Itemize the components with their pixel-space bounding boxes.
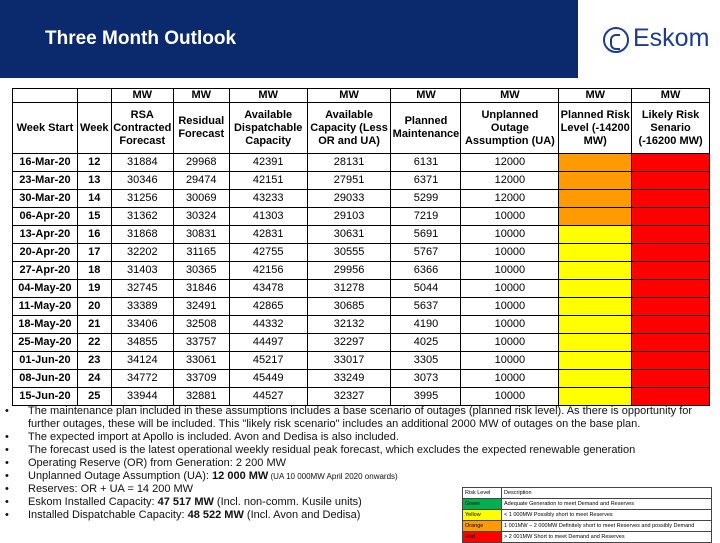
rsa-forecast-cell: 31884	[111, 154, 173, 172]
bullet-text: The maintenance plan included in these assumptions includes a base scenario of outages (planned risk level). As there is opportunity for further outages, these will be included. This "likely risk scenario" includes an additional 2000 MW of outages on the base plan.	[28, 405, 693, 430]
unplanned-outage-cell: 12000	[461, 154, 559, 172]
available-capacity-cell: 27951	[307, 172, 391, 190]
planned-risk-cell	[559, 262, 632, 280]
available-capacity-cell: 30555	[307, 244, 391, 262]
week-number-cell: 20	[77, 298, 111, 316]
dispatchable-capacity-cell: 42755	[229, 244, 307, 262]
legend-level-cell: Orange	[463, 521, 502, 532]
bullet-text: Unplanned Outage Assumption (UA):	[28, 470, 213, 482]
legend-row	[463, 499, 712, 510]
bullet-icon: •	[5, 444, 9, 456]
unit-header: MW	[307, 89, 391, 103]
planned-risk-cell	[559, 316, 632, 334]
header-bar	[0, 0, 720, 78]
week-start-cell: 18-May-20	[13, 316, 78, 334]
planned-risk-cell	[559, 154, 632, 172]
likely-risk-cell	[632, 370, 710, 388]
bullet-text: Operating Reserve (OR) from Generation: 2 200 MW	[28, 457, 286, 469]
table-row	[13, 298, 710, 316]
unit-header	[77, 89, 111, 103]
unplanned-outage-cell: 12000	[461, 190, 559, 208]
risk-legend	[462, 487, 712, 543]
week-number-cell: 22	[77, 334, 111, 352]
bullet-text: The forecast used is the latest operational weekly residual peak forecast, which excludes the expected renewable generation	[28, 444, 636, 456]
rsa-forecast-cell: 32202	[111, 244, 173, 262]
unplanned-outage-cell: 10000	[461, 226, 559, 244]
table-row	[13, 190, 710, 208]
residual-forecast-cell: 32508	[173, 316, 229, 334]
dispatchable-capacity-cell: 42831	[229, 226, 307, 244]
column-header: Available Dispatchable Capacity	[229, 103, 307, 154]
bullet-icon: •	[5, 496, 9, 508]
planned-maintenance-cell: 5044	[391, 280, 461, 298]
available-capacity-cell: 32327	[307, 388, 391, 406]
dispatchable-capacity-cell: 43478	[229, 280, 307, 298]
unit-header: MW	[173, 89, 229, 103]
bullet-value: 12 000 MW	[212, 470, 269, 482]
dispatchable-capacity-cell: 45217	[229, 352, 307, 370]
likely-risk-cell	[632, 352, 710, 370]
available-capacity-cell: 33249	[307, 370, 391, 388]
likely-risk-cell	[632, 208, 710, 226]
table-row	[13, 154, 710, 172]
planned-risk-cell	[559, 370, 632, 388]
week-start-cell: 15-Jun-20	[13, 388, 78, 406]
bullet-item	[5, 444, 713, 457]
residual-forecast-cell: 29968	[173, 154, 229, 172]
likely-risk-cell	[632, 388, 710, 406]
available-capacity-cell: 32297	[307, 334, 391, 352]
planned-risk-cell	[559, 280, 632, 298]
available-capacity-cell: 29033	[307, 190, 391, 208]
legend-description-cell: < 1 000MW Possibly short to meet Reserves	[502, 510, 712, 521]
table-row	[13, 388, 710, 406]
week-number-cell: 24	[77, 370, 111, 388]
legend-level-cell: Green	[463, 499, 502, 510]
planned-maintenance-cell: 5299	[391, 190, 461, 208]
residual-forecast-cell: 31165	[173, 244, 229, 262]
unplanned-outage-cell: 10000	[461, 298, 559, 316]
week-number-cell: 18	[77, 262, 111, 280]
available-capacity-cell: 28131	[307, 154, 391, 172]
week-start-cell: 23-Mar-20	[13, 172, 78, 190]
bullet-item	[5, 431, 713, 444]
week-number-cell: 14	[77, 190, 111, 208]
bullet-note: (UA 10 000MW April 2020 onwards)	[268, 472, 398, 481]
unplanned-outage-cell: 10000	[461, 244, 559, 262]
rsa-forecast-cell: 31403	[111, 262, 173, 280]
eskom-logo-text: Eskom	[633, 24, 710, 52]
table-row	[13, 208, 710, 226]
planned-risk-cell	[559, 208, 632, 226]
bullet-text: The expected import at Apollo is included. Avon and Dedisa is also included.	[28, 431, 399, 443]
likely-risk-cell	[632, 172, 710, 190]
legend-header-description: Description	[502, 488, 712, 499]
likely-risk-cell	[632, 316, 710, 334]
planned-risk-cell	[559, 352, 632, 370]
unplanned-outage-cell: 10000	[461, 334, 559, 352]
week-start-cell: 01-Jun-20	[13, 352, 78, 370]
likely-risk-cell	[632, 226, 710, 244]
column-header: Likely Risk Senario (-16200 MW)	[632, 103, 710, 154]
unplanned-outage-cell: 10000	[461, 280, 559, 298]
bullet-icon: •	[5, 470, 9, 482]
week-number-cell: 12	[77, 154, 111, 172]
legend-level-cell: Red	[463, 532, 502, 543]
legend-description-cell: 1 001MW − 2 000MW Definitely short to meet Reserves and possibly Demand	[502, 521, 712, 532]
bullet-text: Installed Dispatchable Capacity:	[28, 509, 188, 521]
dispatchable-capacity-cell: 44497	[229, 334, 307, 352]
dispatchable-capacity-cell: 41303	[229, 208, 307, 226]
table-row	[13, 262, 710, 280]
table-row	[13, 244, 710, 262]
legend-row	[463, 521, 712, 532]
week-start-cell: 25-May-20	[13, 334, 78, 352]
week-start-cell: 08-Jun-20	[13, 370, 78, 388]
available-capacity-cell: 33017	[307, 352, 391, 370]
planned-risk-cell	[559, 334, 632, 352]
likely-risk-cell	[632, 244, 710, 262]
likely-risk-cell	[632, 154, 710, 172]
residual-forecast-cell: 31846	[173, 280, 229, 298]
unit-header: MW	[559, 89, 632, 103]
column-header: Available Capacity (Less OR and UA)	[307, 103, 391, 154]
available-capacity-cell: 31278	[307, 280, 391, 298]
residual-forecast-cell: 33709	[173, 370, 229, 388]
available-capacity-cell: 29956	[307, 262, 391, 280]
unit-header: MW	[391, 89, 461, 103]
unit-header	[13, 89, 78, 103]
available-capacity-cell: 30631	[307, 226, 391, 244]
dispatchable-capacity-cell: 42156	[229, 262, 307, 280]
planned-maintenance-cell: 5637	[391, 298, 461, 316]
planned-risk-cell	[559, 298, 632, 316]
rsa-forecast-cell: 34124	[111, 352, 173, 370]
planned-maintenance-cell: 5691	[391, 226, 461, 244]
bullet-item	[5, 470, 713, 483]
bullet-note: (Incl. non-comm. Kusile units)	[213, 496, 362, 508]
bullet-icon: •	[5, 431, 9, 443]
residual-forecast-cell: 30365	[173, 262, 229, 280]
planned-maintenance-cell: 3073	[391, 370, 461, 388]
table-row	[13, 352, 710, 370]
bullet-note: (Incl. Avon and Dedisa)	[243, 509, 361, 521]
residual-forecast-cell: 32491	[173, 298, 229, 316]
week-start-cell: 27-Apr-20	[13, 262, 78, 280]
week-number-cell: 21	[77, 316, 111, 334]
rsa-forecast-cell: 33944	[111, 388, 173, 406]
column-header-row	[13, 103, 710, 154]
residual-forecast-cell: 33061	[173, 352, 229, 370]
likely-risk-cell	[632, 280, 710, 298]
planned-maintenance-cell: 6371	[391, 172, 461, 190]
unplanned-outage-cell: 10000	[461, 388, 559, 406]
rsa-forecast-cell: 31868	[111, 226, 173, 244]
bullet-icon: •	[5, 405, 9, 417]
residual-forecast-cell: 30831	[173, 226, 229, 244]
residual-forecast-cell: 30324	[173, 208, 229, 226]
rsa-forecast-cell: 32745	[111, 280, 173, 298]
legend-description-cell: Adequate Generation to meet Demand and Reserves	[502, 499, 712, 510]
bullet-item	[5, 405, 713, 431]
available-capacity-cell: 30685	[307, 298, 391, 316]
bullet-icon: •	[5, 457, 9, 469]
dispatchable-capacity-cell: 45449	[229, 370, 307, 388]
column-header: Planned Maintenance	[391, 103, 461, 154]
column-header: Planned Risk Level (-14200 MW)	[559, 103, 632, 154]
residual-forecast-cell: 30069	[173, 190, 229, 208]
unit-header: MW	[229, 89, 307, 103]
planned-maintenance-cell: 6366	[391, 262, 461, 280]
dispatchable-capacity-cell: 42391	[229, 154, 307, 172]
week-number-cell: 16	[77, 226, 111, 244]
likely-risk-cell	[632, 298, 710, 316]
week-start-cell: 04-May-20	[13, 280, 78, 298]
week-number-cell: 13	[77, 172, 111, 190]
unplanned-outage-cell: 10000	[461, 262, 559, 280]
available-capacity-cell: 32132	[307, 316, 391, 334]
legend-row	[463, 532, 712, 543]
bullet-text: Eskom Installed Capacity:	[28, 496, 158, 508]
residual-forecast-cell: 29474	[173, 172, 229, 190]
planned-maintenance-cell: 3305	[391, 352, 461, 370]
column-header: Unplanned Outage Assumption (UA)	[461, 103, 559, 154]
column-header: RSA Contracted Forecast	[111, 103, 173, 154]
planned-maintenance-cell: 4190	[391, 316, 461, 334]
bullet-icon: •	[5, 509, 9, 521]
bullet-text: Reserves: OR + UA = 14 200 MW	[28, 483, 194, 495]
table-row	[13, 280, 710, 298]
legend-description-cell: > 2 001MW Short to meet Demand and Reserves	[502, 532, 712, 543]
outlook-table-container	[12, 88, 710, 401]
rsa-forecast-cell: 33389	[111, 298, 173, 316]
rsa-forecast-cell: 31256	[111, 190, 173, 208]
planned-risk-cell	[559, 226, 632, 244]
planned-maintenance-cell: 4025	[391, 334, 461, 352]
week-number-cell: 17	[77, 244, 111, 262]
week-number-cell: 19	[77, 280, 111, 298]
legend-level-cell: Yellow	[463, 510, 502, 521]
table-row	[13, 370, 710, 388]
rsa-forecast-cell: 33406	[111, 316, 173, 334]
likely-risk-cell	[632, 262, 710, 280]
bullet-item	[5, 457, 713, 470]
planned-risk-cell	[559, 388, 632, 406]
week-start-cell: 13-Apr-20	[13, 226, 78, 244]
rsa-forecast-cell: 34772	[111, 370, 173, 388]
table-row	[13, 226, 710, 244]
rsa-forecast-cell: 30346	[111, 172, 173, 190]
outlook-table	[12, 88, 710, 406]
planned-risk-cell	[559, 244, 632, 262]
dispatchable-capacity-cell: 42151	[229, 172, 307, 190]
bullet-icon: •	[5, 483, 9, 495]
column-header: Residual Forecast	[173, 103, 229, 154]
legend-row	[463, 510, 712, 521]
planned-maintenance-cell: 3995	[391, 388, 461, 406]
likely-risk-cell	[632, 190, 710, 208]
likely-risk-cell	[632, 334, 710, 352]
bullet-value: 47 517 MW	[157, 496, 214, 508]
unplanned-outage-cell: 10000	[461, 370, 559, 388]
available-capacity-cell: 29103	[307, 208, 391, 226]
residual-forecast-cell: 32881	[173, 388, 229, 406]
week-number-cell: 23	[77, 352, 111, 370]
residual-forecast-cell: 33757	[173, 334, 229, 352]
unit-header: MW	[461, 89, 559, 103]
eskom-logo-icon	[603, 27, 629, 53]
eskom-logo	[578, 0, 720, 78]
legend-header-level: Risk Level	[463, 488, 502, 499]
bullet-value: 48 522 MW	[187, 509, 244, 521]
planned-maintenance-cell: 5767	[391, 244, 461, 262]
week-start-cell: 20-Apr-20	[13, 244, 78, 262]
planned-maintenance-cell: 6131	[391, 154, 461, 172]
dispatchable-capacity-cell: 44332	[229, 316, 307, 334]
column-header: Week Start	[13, 103, 78, 154]
table-row	[13, 334, 710, 352]
rsa-forecast-cell: 31362	[111, 208, 173, 226]
dispatchable-capacity-cell: 42865	[229, 298, 307, 316]
week-start-cell: 11-May-20	[13, 298, 78, 316]
table-row	[13, 172, 710, 190]
week-number-cell: 25	[77, 388, 111, 406]
unplanned-outage-cell: 10000	[461, 316, 559, 334]
column-header: Week	[77, 103, 111, 154]
week-start-cell: 16-Mar-20	[13, 154, 78, 172]
planned-risk-cell	[559, 190, 632, 208]
rsa-forecast-cell: 34855	[111, 334, 173, 352]
units-row	[13, 89, 710, 103]
unit-header: MW	[111, 89, 173, 103]
dispatchable-capacity-cell: 44527	[229, 388, 307, 406]
planned-risk-cell	[559, 172, 632, 190]
week-start-cell: 06-Apr-20	[13, 208, 78, 226]
unit-header: MW	[632, 89, 710, 103]
week-start-cell: 30-Mar-20	[13, 190, 78, 208]
unplanned-outage-cell: 10000	[461, 208, 559, 226]
week-number-cell: 15	[77, 208, 111, 226]
table-row	[13, 316, 710, 334]
dispatchable-capacity-cell: 43233	[229, 190, 307, 208]
page-title: Three Month Outlook	[45, 28, 237, 49]
unplanned-outage-cell: 12000	[461, 172, 559, 190]
unplanned-outage-cell: 10000	[461, 352, 559, 370]
planned-maintenance-cell: 7219	[391, 208, 461, 226]
